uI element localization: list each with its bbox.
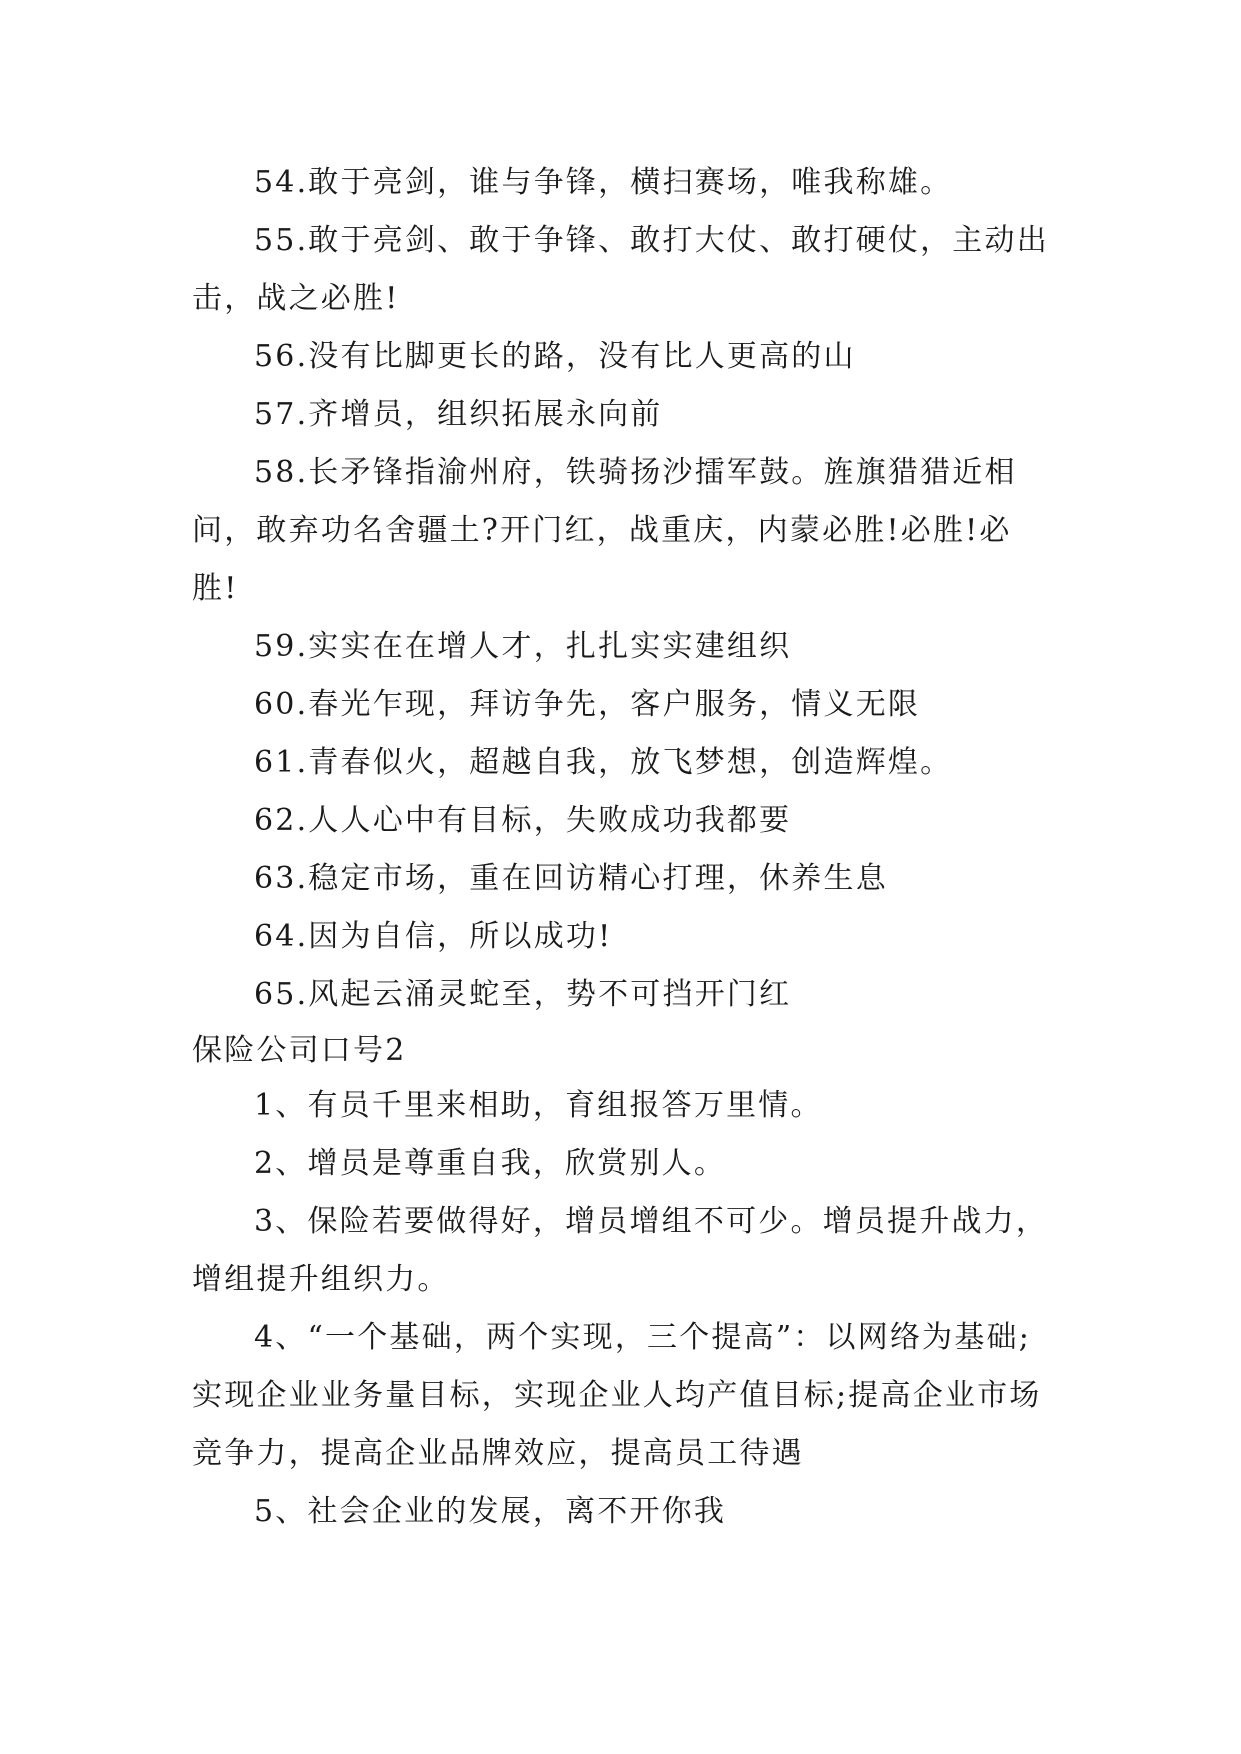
paragraph-item-2: 2、增员是尊重自我，欣赏别人。 [254, 1146, 727, 1181]
paragraph-slogan-62: 62.人人心中有目标，失败成功我都要 [254, 803, 792, 838]
paragraph-slogan-55: 55.敢于亮剑、敢于争锋、敢打大仗、敢打硬仗，主动出击，战之必胜! [192, 223, 1049, 316]
paragraph-slogan-65: 65.风起云涌灵蛇至，势不可挡开门红 [254, 977, 792, 1012]
paragraph-slogan-56: 56.没有比脚更长的路，没有比人更高的山 [254, 339, 856, 374]
paragraph-item-1: 1、有员千里来相助，育组报答万里情。 [254, 1088, 823, 1123]
paragraph-slogan-54: 54.敢于亮剑，谁与争锋，横扫赛场，唯我称雄。 [254, 165, 953, 200]
paragraph-item-4: 4、“一个基础，两个实现，三个提高”：以网络为基础;实现企业业务量目标，实现企业人均产值目标;提高企业市场竞争力，提高企业品牌效应，提高员工待遇 [192, 1320, 1042, 1471]
paragraph-slogan-63: 63.稳定市场，重在回访精心打理，休养生息 [254, 861, 888, 896]
paragraph-slogan-61: 61.青春似火，超越自我，放飞梦想，创造辉煌。 [254, 745, 953, 780]
paragraph-slogan-57: 57.齐增员，组织拓展永向前 [254, 397, 663, 432]
section-heading: 保险公司口号2 [192, 1033, 407, 1068]
paragraph-item-3: 3、保险若要做得好，增员增组不可少。增员提升战力，增组提升组织力。 [192, 1204, 1049, 1297]
paragraph-slogan-58: 58.长矛锋指渝州府，铁骑扬沙擂军鼓。旌旗猎猎近相问，敢弃功名舍疆土?开门红，战重庆，内蒙必胜!必胜!必胜! [192, 455, 1017, 606]
paragraph-item-5: 5、社会企业的发展，离不开你我 [254, 1494, 727, 1529]
paragraph-slogan-64: 64.因为自信，所以成功! [254, 919, 613, 954]
document-body [192, 154, 1054, 1541]
paragraph-slogan-60: 60.春光乍现，拜访争先，客户服务，情义无限 [254, 687, 921, 722]
paragraph-slogan-59: 59.实实在在增人才，扎扎实实建组织 [254, 629, 792, 664]
